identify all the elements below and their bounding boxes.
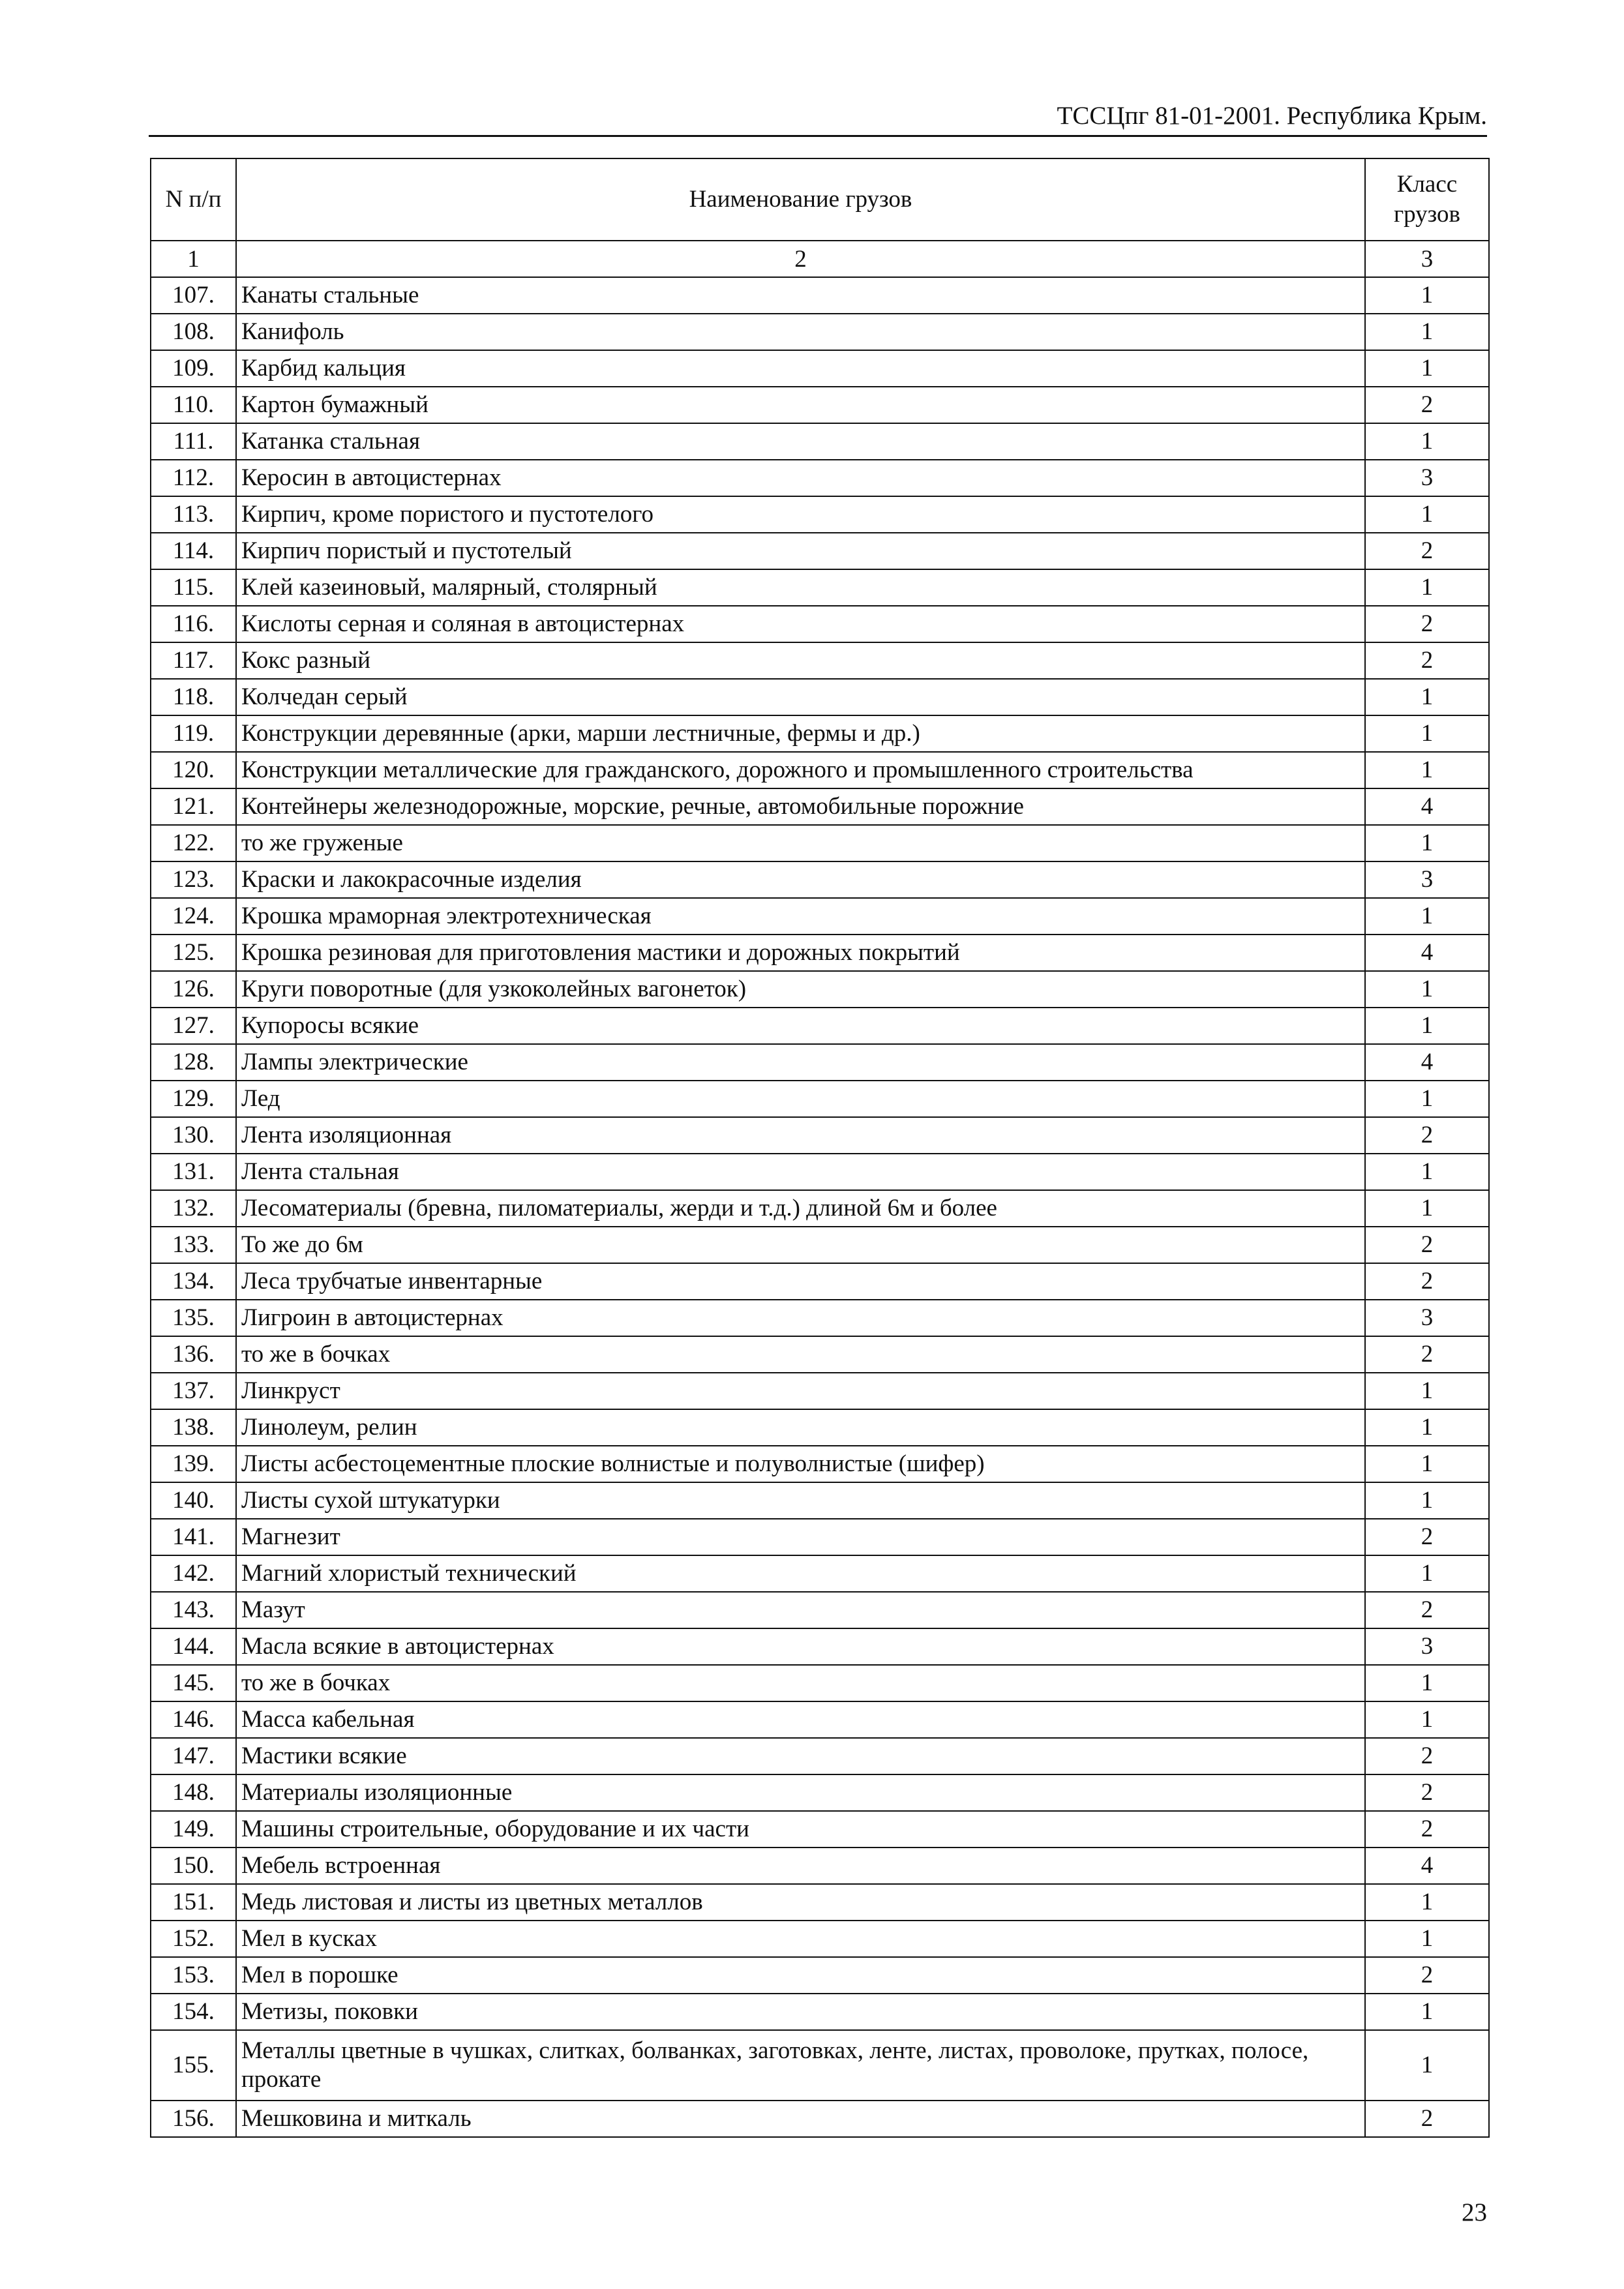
- cargo-class: 2: [1365, 642, 1489, 679]
- table-row: [151, 752, 1489, 788]
- table-row: [151, 715, 1489, 752]
- cargo-name: Контейнеры железнодорожные, морские, речные, автомобильные порожние: [236, 788, 1365, 825]
- row-number: 142.: [151, 1555, 236, 1592]
- cargo-class: 1: [1365, 496, 1489, 533]
- cargo-class: 3: [1365, 861, 1489, 898]
- cargo-name: Купоросы всякие: [236, 1008, 1365, 1044]
- table-row: [151, 1154, 1489, 1190]
- cargo-name: Машины строительные, оборудование и их части: [236, 1811, 1365, 1848]
- column-header-class-line2: грузов: [1393, 201, 1461, 228]
- cargo-class: 4: [1365, 1848, 1489, 1884]
- row-number: 112.: [151, 460, 236, 496]
- cargo-name: Колчедан серый: [236, 679, 1365, 715]
- cargo-class: 1: [1365, 1665, 1489, 1701]
- table-row: [151, 1081, 1489, 1117]
- cargo-name: Листы сухой штукатурки: [236, 1482, 1365, 1519]
- table-row: [151, 679, 1489, 715]
- table-row: [151, 1592, 1489, 1628]
- table-row: [151, 1628, 1489, 1665]
- cargo-class: 2: [1365, 1957, 1489, 1994]
- row-number: 156.: [151, 2101, 236, 2137]
- cargo-name: Керосин в автоцистернах: [236, 460, 1365, 496]
- cargo-class: 2: [1365, 1336, 1489, 1373]
- cargo-name: Картон бумажный: [236, 387, 1365, 423]
- cargo-name: Конструкции деревянные (арки, марши лестничные, фермы и др.): [236, 715, 1365, 752]
- row-number: 148.: [151, 1774, 236, 1811]
- cargo-class: 2: [1365, 1117, 1489, 1154]
- cargo-name: Краски и лакокрасочные изделия: [236, 861, 1365, 898]
- table-row: [151, 1227, 1489, 1263]
- cargo-class: 1: [1365, 679, 1489, 715]
- table-row: [151, 898, 1489, 935]
- table-row: [151, 1519, 1489, 1555]
- column-header-name: Наименование грузов: [236, 158, 1365, 241]
- row-number: 146.: [151, 1701, 236, 1738]
- table-row: [151, 1300, 1489, 1336]
- document-header: ТССЦпг 81-01-2001. Республика Крым.: [1057, 102, 1487, 130]
- column-header-class-line1: Класс: [1396, 171, 1458, 198]
- row-number: 147.: [151, 1738, 236, 1774]
- column-number-2: 2: [236, 241, 1365, 277]
- table-row: [151, 314, 1489, 350]
- cargo-class: 1: [1365, 1409, 1489, 1446]
- table-row: [151, 533, 1489, 569]
- cargo-name: Лигроин в автоцистернах: [236, 1300, 1365, 1336]
- row-number: 110.: [151, 387, 236, 423]
- cargo-class: 1: [1365, 1921, 1489, 1957]
- column-number-3: 3: [1365, 241, 1489, 277]
- table-row: [151, 277, 1489, 314]
- cargo-name: Кирпич пористый и пустотелый: [236, 533, 1365, 569]
- cargo-class: 1: [1365, 1190, 1489, 1227]
- table-body: [151, 277, 1489, 2137]
- cargo-name: Канифоль: [236, 314, 1365, 350]
- row-number: 120.: [151, 752, 236, 788]
- row-number: 131.: [151, 1154, 236, 1190]
- cargo-class: 4: [1365, 1044, 1489, 1081]
- cargo-class: 1: [1365, 350, 1489, 387]
- cargo-class: 1: [1365, 1446, 1489, 1482]
- cargo-class: 1: [1365, 314, 1489, 350]
- table-row: [151, 1373, 1489, 1409]
- table-row: [151, 1811, 1489, 1848]
- row-number: 145.: [151, 1665, 236, 1701]
- cargo-class: 1: [1365, 1081, 1489, 1117]
- table-row: [151, 1336, 1489, 1373]
- cargo-class: 2: [1365, 1592, 1489, 1628]
- table-row: [151, 642, 1489, 679]
- cargo-name: Крошка резиновая для приготовления мастики и дорожных покрытий: [236, 935, 1365, 971]
- cargo-class: 2: [1365, 387, 1489, 423]
- cargo-class: 1: [1365, 569, 1489, 606]
- row-number: 113.: [151, 496, 236, 533]
- cargo-class: 2: [1365, 533, 1489, 569]
- row-number: 114.: [151, 533, 236, 569]
- row-number: 135.: [151, 1300, 236, 1336]
- column-numbers-row: [151, 241, 1489, 277]
- cargo-name: Мел в кусках: [236, 1921, 1365, 1957]
- column-number-1: 1: [151, 241, 236, 277]
- page-number: 23: [1462, 2198, 1487, 2226]
- cargo-name: Линкруст: [236, 1373, 1365, 1409]
- table-row: [151, 1701, 1489, 1738]
- cargo-class: 1: [1365, 1994, 1489, 2030]
- cargo-class: 2: [1365, 1519, 1489, 1555]
- table-row: [151, 1555, 1489, 1592]
- row-number: 133.: [151, 1227, 236, 1263]
- table-row: [151, 2101, 1489, 2137]
- cargo-class: 2: [1365, 1811, 1489, 1848]
- row-number: 152.: [151, 1921, 236, 1957]
- cargo-class: 2: [1365, 2101, 1489, 2137]
- table-row: [151, 1482, 1489, 1519]
- row-number: 124.: [151, 898, 236, 935]
- cargo-name: Лесоматериалы (бревна, пиломатериалы, жерди и т.д.) длиной 6м и более: [236, 1190, 1365, 1227]
- cargo-name: Лед: [236, 1081, 1365, 1117]
- row-number: 136.: [151, 1336, 236, 1373]
- cargo-name: Лента изоляционная: [236, 1117, 1365, 1154]
- table-row: [151, 1190, 1489, 1227]
- row-number: 150.: [151, 1848, 236, 1884]
- table-row: [151, 861, 1489, 898]
- cargo-name: Лампы электрические: [236, 1044, 1365, 1081]
- cargo-class: 1: [1365, 1008, 1489, 1044]
- cargo-name: Материалы изоляционные: [236, 1774, 1365, 1811]
- cargo-class: 1: [1365, 2030, 1489, 2101]
- row-number: 107.: [151, 277, 236, 314]
- table-row: [151, 423, 1489, 460]
- cargo-class: 3: [1365, 460, 1489, 496]
- cargo-name: Кислоты серная и соляная в автоцистернах: [236, 606, 1365, 642]
- table-row: [151, 350, 1489, 387]
- cargo-name: Кирпич, кроме пористого и пустотелого: [236, 496, 1365, 533]
- row-number: 154.: [151, 1994, 236, 2030]
- table-row: [151, 1848, 1489, 1884]
- cargo-name: Метизы, поковки: [236, 1994, 1365, 2030]
- cargo-name: Масла всякие в автоцистернах: [236, 1628, 1365, 1665]
- cargo-class: 2: [1365, 1263, 1489, 1300]
- row-number: 149.: [151, 1811, 236, 1848]
- table-row: [151, 1008, 1489, 1044]
- cargo-name: Масса кабельная: [236, 1701, 1365, 1738]
- cargo-name: то же груженые: [236, 825, 1365, 861]
- row-number: 153.: [151, 1957, 236, 1994]
- table-row: [151, 1884, 1489, 1921]
- cargo-class: 1: [1365, 752, 1489, 788]
- table-row: [151, 825, 1489, 861]
- row-number: 129.: [151, 1081, 236, 1117]
- cargo-class: 1: [1365, 825, 1489, 861]
- cargo-class: 2: [1365, 606, 1489, 642]
- row-number: 122.: [151, 825, 236, 861]
- header-divider: [149, 135, 1487, 137]
- table-row: [151, 1957, 1489, 1994]
- cargo-class: 1: [1365, 1701, 1489, 1738]
- table-row: [151, 1263, 1489, 1300]
- cargo-class: 2: [1365, 1738, 1489, 1774]
- row-number: 144.: [151, 1628, 236, 1665]
- cargo-name: Магний хлористый технический: [236, 1555, 1365, 1592]
- cargo-name: Линолеум, релин: [236, 1409, 1365, 1446]
- row-number: 130.: [151, 1117, 236, 1154]
- table-row: [151, 460, 1489, 496]
- row-number: 123.: [151, 861, 236, 898]
- cargo-class: 1: [1365, 423, 1489, 460]
- table-row: [151, 1446, 1489, 1482]
- row-number: 117.: [151, 642, 236, 679]
- cargo-class: 1: [1365, 277, 1489, 314]
- cargo-class: 3: [1365, 1300, 1489, 1336]
- cargo-name: Кокс разный: [236, 642, 1365, 679]
- column-header-class: [1365, 158, 1489, 241]
- cargo-name: Канаты стальные: [236, 277, 1365, 314]
- cargo-name: Мебель встроенная: [236, 1848, 1365, 1884]
- row-number: 139.: [151, 1446, 236, 1482]
- table-row: [151, 971, 1489, 1008]
- row-number: 132.: [151, 1190, 236, 1227]
- cargo-name: то же в бочках: [236, 1336, 1365, 1373]
- cargo-name: Клей казеиновый, малярный, столярный: [236, 569, 1365, 606]
- row-number: 151.: [151, 1884, 236, 1921]
- row-number: 118.: [151, 679, 236, 715]
- cargo-class: 1: [1365, 1373, 1489, 1409]
- table-row: [151, 1665, 1489, 1701]
- table-row: [151, 606, 1489, 642]
- cargo-class: 4: [1365, 788, 1489, 825]
- table-row: [151, 1994, 1489, 2030]
- table-row: [151, 1044, 1489, 1081]
- row-number: 109.: [151, 350, 236, 387]
- table-row: [151, 569, 1489, 606]
- cargo-name: Карбид кальция: [236, 350, 1365, 387]
- row-number: 137.: [151, 1373, 236, 1409]
- table-header-row: [151, 158, 1489, 241]
- table-row: [151, 1738, 1489, 1774]
- row-number: 115.: [151, 569, 236, 606]
- row-number: 134.: [151, 1263, 236, 1300]
- cargo-name: Леса трубчатые инвентарные: [236, 1263, 1365, 1300]
- row-number: 127.: [151, 1008, 236, 1044]
- cargo-name: Крошка мраморная электротехническая: [236, 898, 1365, 935]
- table-row: [151, 1117, 1489, 1154]
- cargo-name: Металлы цветные в чушках, слитках, болванках, заготовках, ленте, листах, проволоке, прутках, полосе, прокате: [236, 2030, 1365, 2101]
- table-row: [151, 788, 1489, 825]
- row-number: 143.: [151, 1592, 236, 1628]
- row-number: 140.: [151, 1482, 236, 1519]
- cargo-name: Круги поворотные (для узкоколейных вагонеток): [236, 971, 1365, 1008]
- row-number: 116.: [151, 606, 236, 642]
- cargo-class: 4: [1365, 935, 1489, 971]
- cargo-class: 1: [1365, 971, 1489, 1008]
- row-number: 108.: [151, 314, 236, 350]
- cargo-class: 1: [1365, 1884, 1489, 1921]
- cargo-name: Мастики всякие: [236, 1738, 1365, 1774]
- row-number: 121.: [151, 788, 236, 825]
- cargo-name: Мазут: [236, 1592, 1365, 1628]
- table-row: [151, 2030, 1489, 2101]
- cargo-class: 1: [1365, 1555, 1489, 1592]
- row-number: 119.: [151, 715, 236, 752]
- cargo-class-table: [150, 158, 1490, 2138]
- cargo-class: 2: [1365, 1227, 1489, 1263]
- cargo-name: Листы асбестоцементные плоские волнистые и полуволнистые (шифер): [236, 1446, 1365, 1482]
- cargo-class: 1: [1365, 715, 1489, 752]
- cargo-class: 1: [1365, 1154, 1489, 1190]
- row-number: 138.: [151, 1409, 236, 1446]
- cargo-name: Лента стальная: [236, 1154, 1365, 1190]
- cargo-name: Мел в порошке: [236, 1957, 1365, 1994]
- column-header-num: N п/п: [151, 158, 236, 241]
- cargo-name: Медь листовая и листы из цветных металлов: [236, 1884, 1365, 1921]
- cargo-class: 1: [1365, 1482, 1489, 1519]
- cargo-name: Конструкции металлические для гражданского, дорожного и промышленного строительства: [236, 752, 1365, 788]
- table-row: [151, 1409, 1489, 1446]
- table-row: [151, 496, 1489, 533]
- cargo-class: 2: [1365, 1774, 1489, 1811]
- cargo-name: Мешковина и миткаль: [236, 2101, 1365, 2137]
- cargo-name: Катанка стальная: [236, 423, 1365, 460]
- table-row: [151, 1774, 1489, 1811]
- table-row: [151, 387, 1489, 423]
- row-number: 155.: [151, 2030, 236, 2101]
- row-number: 125.: [151, 935, 236, 971]
- table-row: [151, 1921, 1489, 1957]
- row-number: 111.: [151, 423, 236, 460]
- cargo-name: То же до 6м: [236, 1227, 1365, 1263]
- row-number: 141.: [151, 1519, 236, 1555]
- cargo-name: Магнезит: [236, 1519, 1365, 1555]
- cargo-class: 3: [1365, 1628, 1489, 1665]
- table-row: [151, 935, 1489, 971]
- row-number: 128.: [151, 1044, 236, 1081]
- row-number: 126.: [151, 971, 236, 1008]
- cargo-class: 1: [1365, 898, 1489, 935]
- cargo-name: то же в бочках: [236, 1665, 1365, 1701]
